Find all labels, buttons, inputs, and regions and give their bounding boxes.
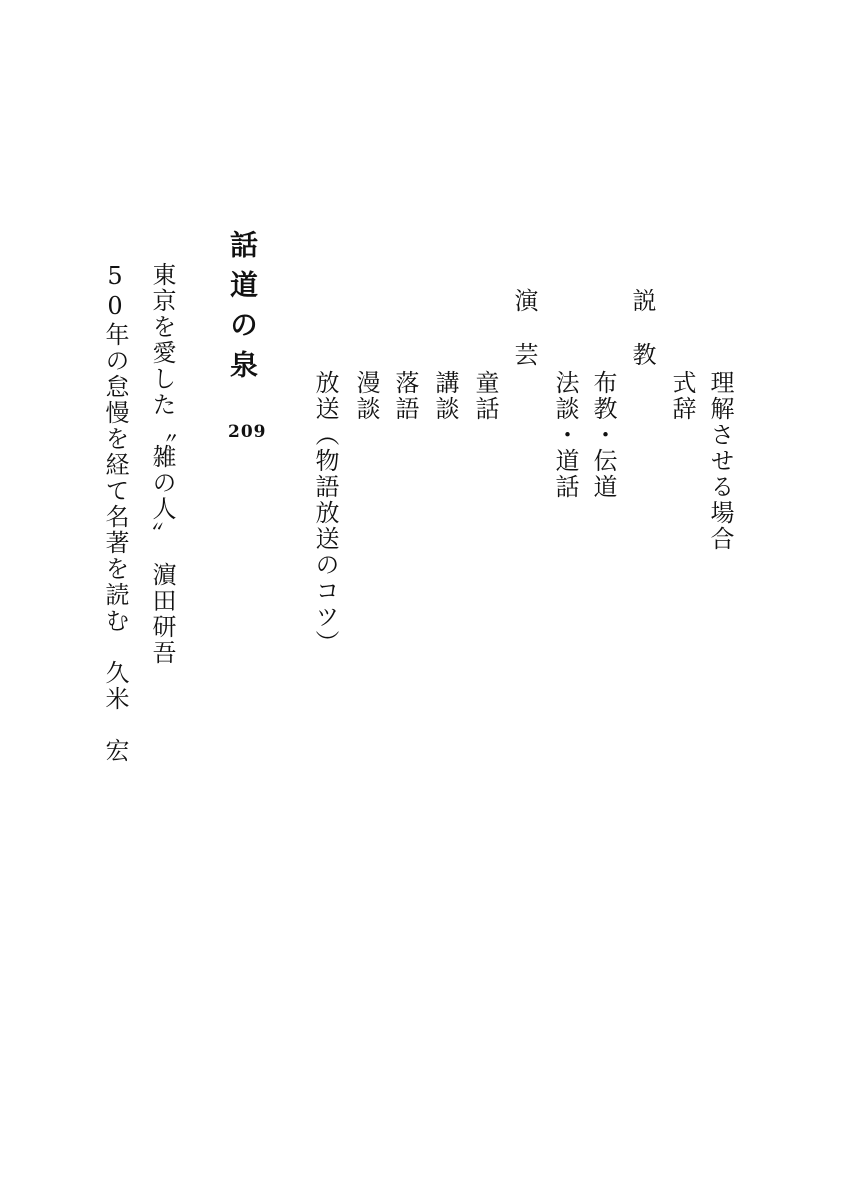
toc-entry-rikai: 理解させる場合 (706, 370, 734, 552)
toc-entry-shikiji: 式辞 (668, 370, 696, 422)
toc-entry-mandan: 漫談 (352, 370, 380, 422)
section-heading-performing-arts: 演芸 (510, 288, 538, 396)
essay-entry-kume: 50年の怠慢を経て名著を読む 久米 宏 (101, 262, 129, 764)
toc-entry-kodan: 講談 (431, 370, 459, 422)
chapter-title-fountain: 話道の泉 (226, 230, 259, 390)
page-number: 209 (228, 422, 267, 442)
toc-entry-hodan: 法談・道話 (551, 370, 579, 500)
toc-entry-rakugo: 落語 (391, 370, 419, 422)
section-heading-sermon: 説教 (628, 288, 656, 396)
toc-entry-fukyo: 布教・伝道 (589, 370, 617, 500)
toc-entry-dowa: 童話 (471, 370, 499, 422)
toc-entry-hoso: 放送（物語放送のコツ） (311, 370, 339, 656)
essay-entry-hamada: 東京を愛した〝雑の人〟 濵田研吾 (148, 262, 176, 666)
